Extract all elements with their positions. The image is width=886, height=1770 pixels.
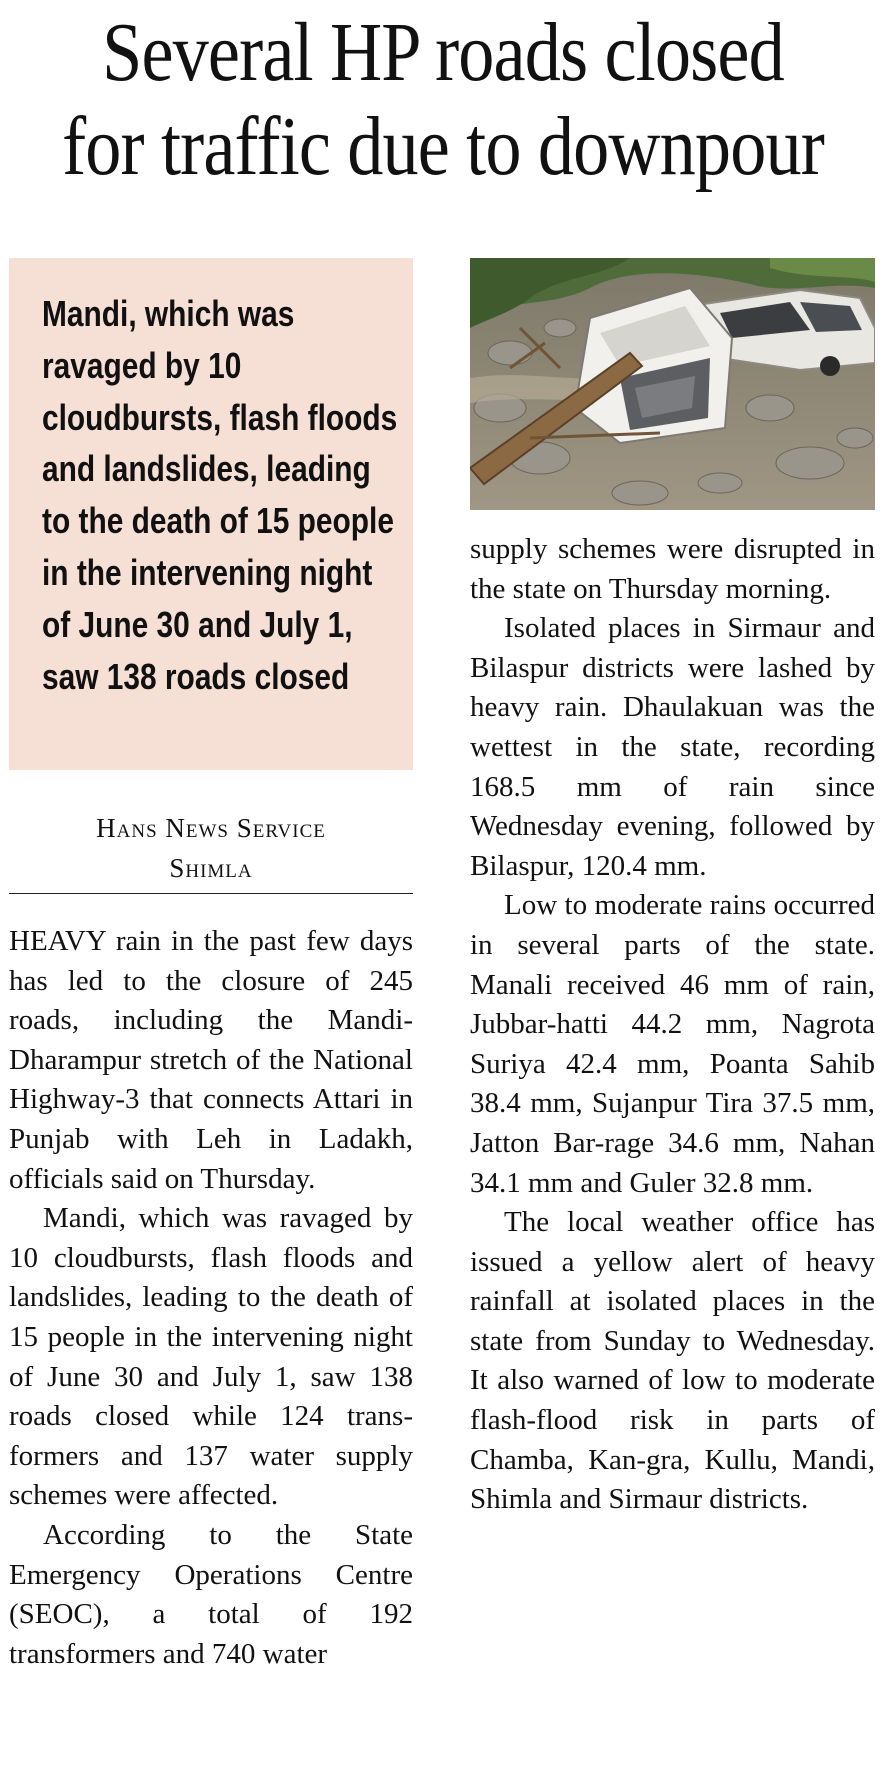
pull-quote-box xyxy=(9,258,413,770)
byline-agency: Hans News Service xyxy=(96,813,326,843)
article-paragraph: Low to moderate rains occurred in several parts of the state. Manali received 46 mm of rain, Jubbar-hatti 44.2 mm, Nagrota Suriya 42.4 mm, Poanta Sahib 38.4 mm, Sujanpur Tira 37.5 mm, Jatton Bar-rage 34.6 mm, Nahan 34.1 mm and Guler 32.8 mm. xyxy=(470,889,875,1199)
article-column-2 xyxy=(470,530,875,1520)
photo-image xyxy=(470,258,875,510)
article-column-1 xyxy=(9,922,413,1674)
article-paragraph: Mandi, which was ravaged by 10 cloudbursts, flash floods and landslides, leading to the death of 15 people in the intervening night of June 30 and July 1, saw 138 roads closed while 124 transformers and 137 water supply schemes were affected. xyxy=(9,1202,413,1512)
byline-dateline: Shimla xyxy=(169,853,253,883)
byline xyxy=(9,808,413,888)
article-paragraph: The local weather office has issued a yellow alert of heavy rainfall at isolated places in the state from Sunday to Wednesday. It also warned of low to moderate flash-flood risk in parts of Chamba, Kan-gra, Kullu, Mandi, Shimla and Sirmaur districts. xyxy=(470,1206,875,1516)
article-paragraph: supply schemes were disrupted in the state on Thursday morning. xyxy=(470,533,875,605)
pull-quote-text: Mandi, which was ravaged by 10 cloudbursts, flash floods and landslides, leading to the death of 15 people in the intervening night of June 30 and July 1, saw 138 roads closed xyxy=(42,293,398,697)
headline-line-1: Several HP roads closed xyxy=(102,6,784,99)
article-paragraph: HEAVY rain in the past few days has led to the closure of 245 roads, including the Mandi-Dharampur stretch of the National Highway-3 that connects Attari in Punjab with Leh in Ladakh, officials said on Thursday. xyxy=(9,925,413,1195)
headline-line-2: for traffic due to downpour xyxy=(62,100,824,193)
headline xyxy=(62,6,824,194)
byline-divider xyxy=(9,893,413,894)
article-paragraph: According to the State Emergency Operations Centre (SEOC), a total of 192 transformers and 740 water xyxy=(9,1518,413,1670)
flood-damaged-car-photo xyxy=(470,258,875,510)
article-paragraph: Isolated places in Sirmaur and Bilaspur districts were lashed by heavy rain. Dhaulakuan was the wettest in the state, recording 168.5 mm of rain since Wednesday evening, followed by Bilaspur, 120.4 mm. xyxy=(470,612,875,882)
